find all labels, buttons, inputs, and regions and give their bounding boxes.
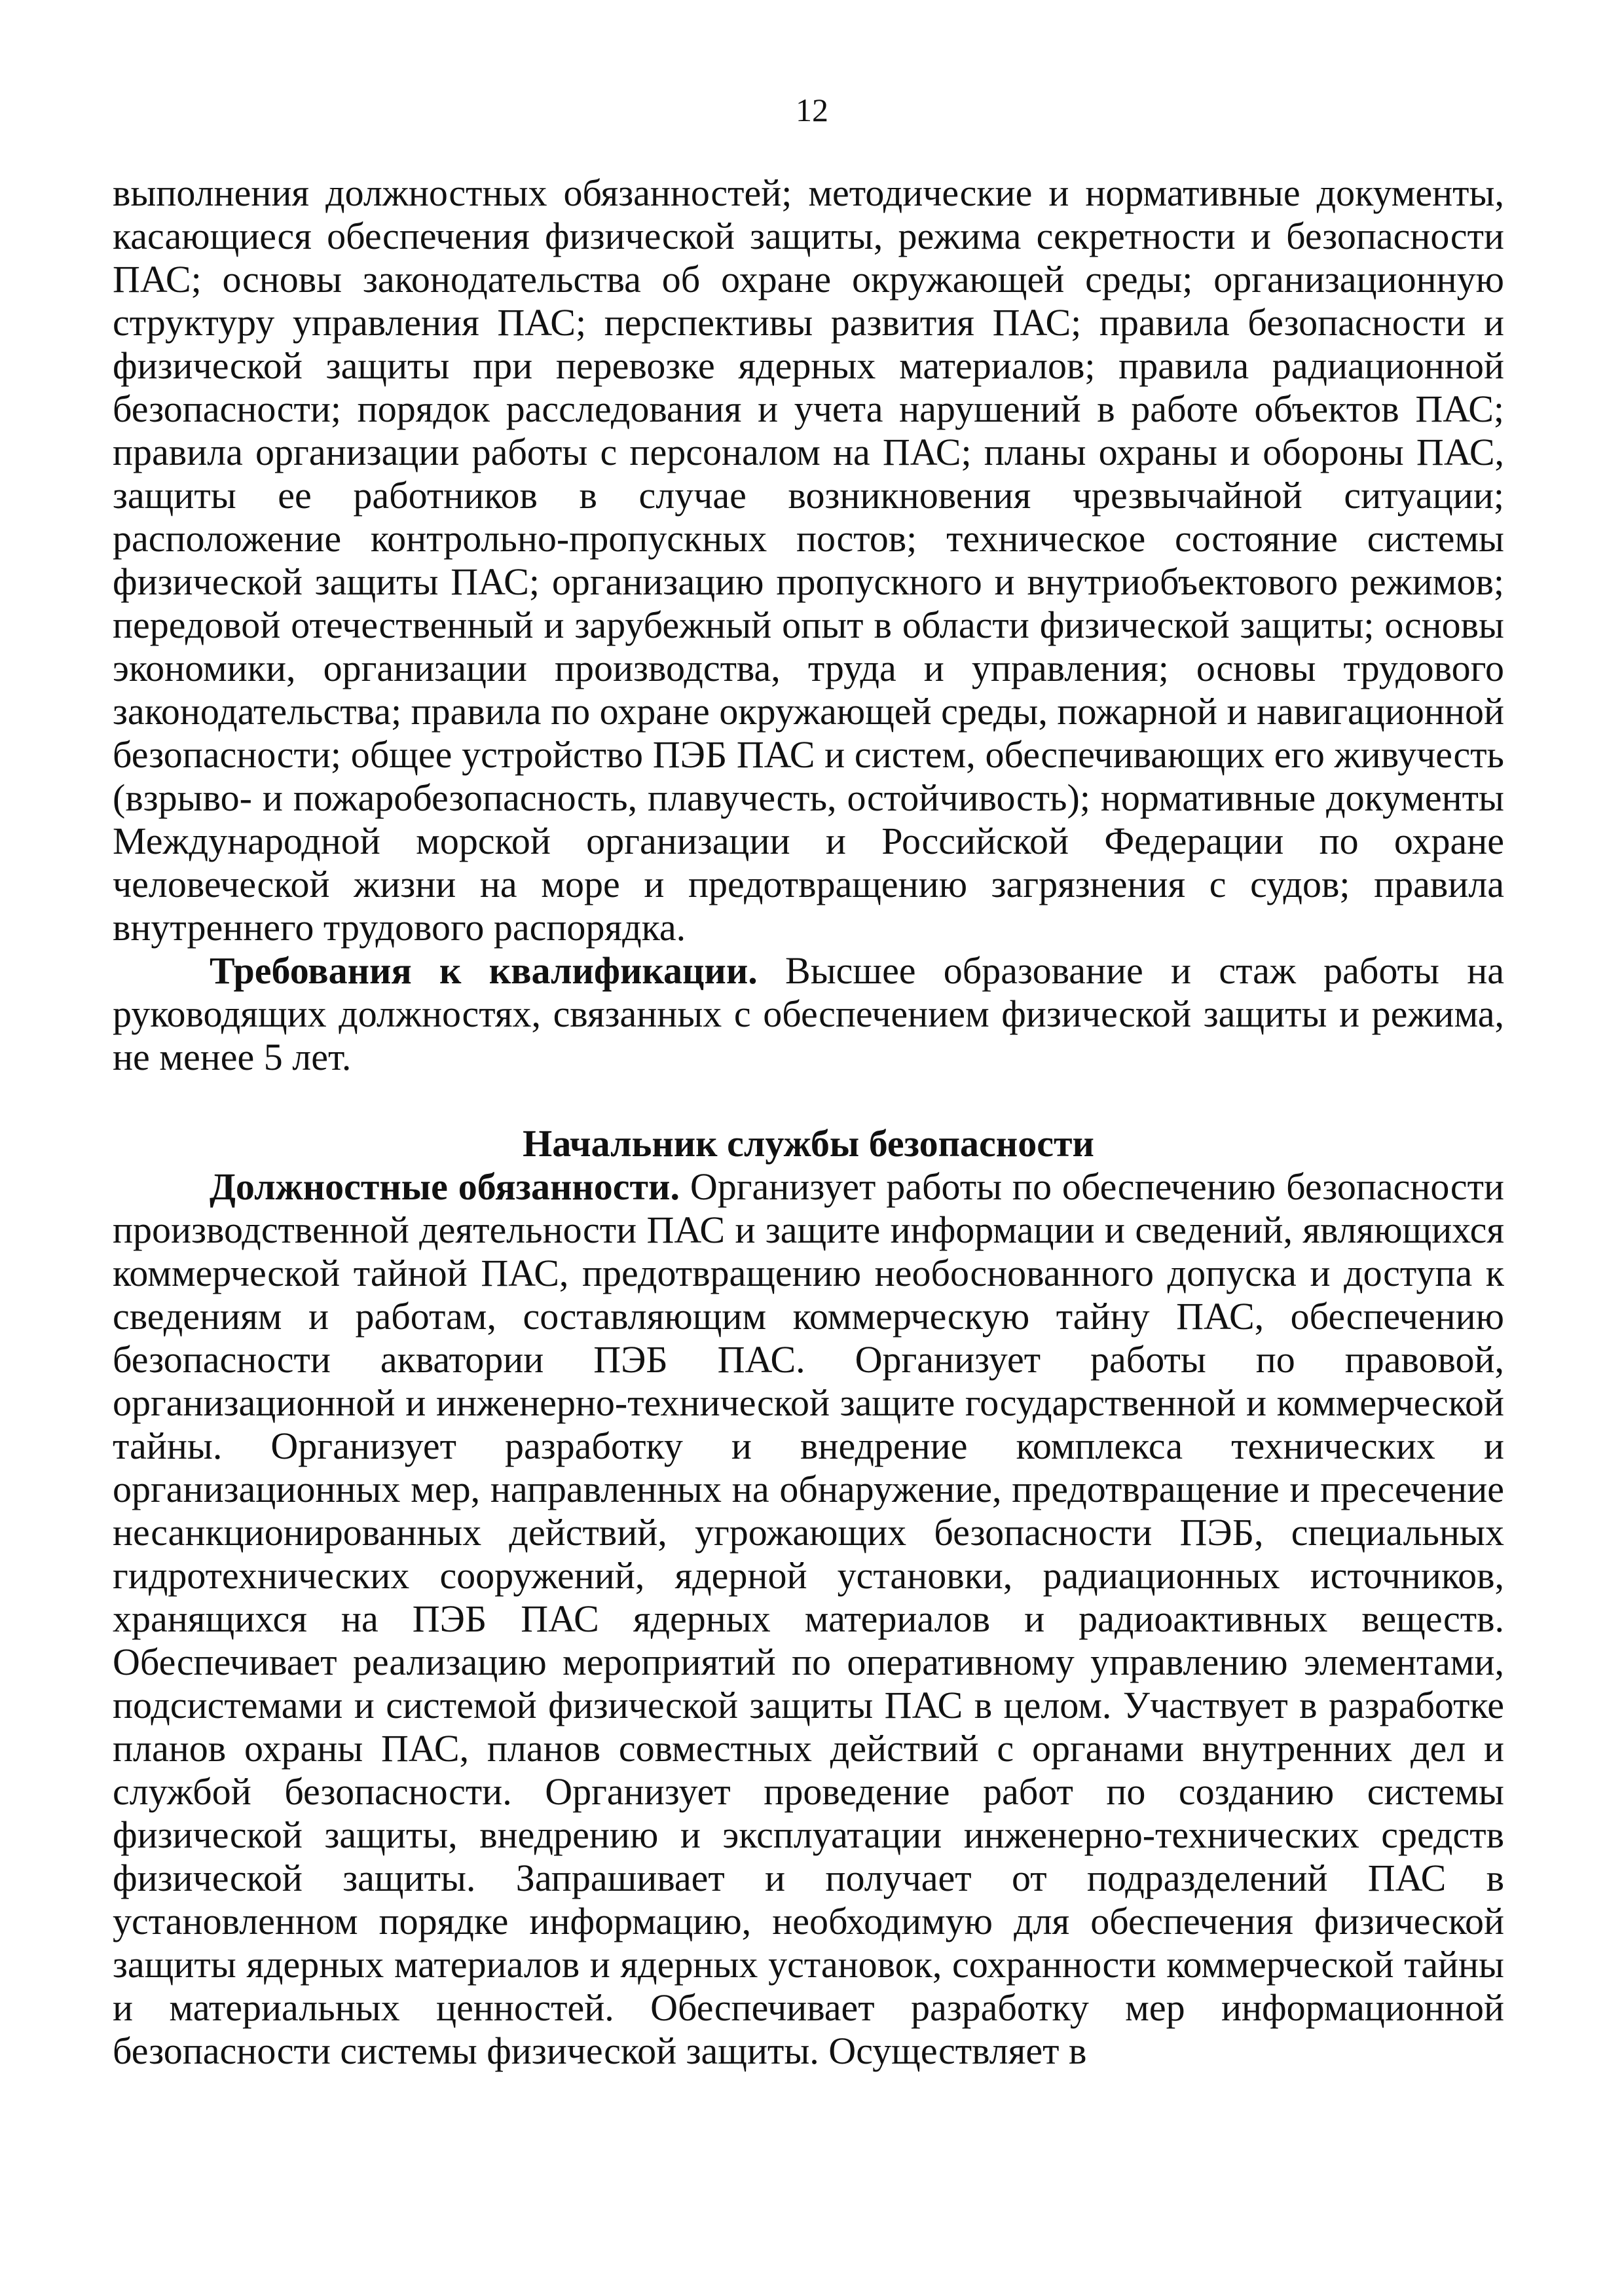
duties-paragraph xyxy=(113,1165,1504,2073)
qualification-paragraph xyxy=(113,949,1504,1079)
page-number: 12 xyxy=(796,92,828,128)
duties-text: Организует работы по обеспечению безопасности производственной деятельности ПАС и защите информации и сведений, являющихся коммерческой тайной ПАС, предотвращению необоснованного допуска и доступа к сведениям и работам, составляющим коммерческую тайну ПАС, обеспечению безопасности акватории ПЭБ ПАС. Организует работы по правовой, организационной и инженерно-технической защите государственной и коммерческой тайны. Организует разработку и внедрение комплекса технических и организационных мер, направленных на обнаружение, предотвращение и пресечение несанкционированных действий, угрожающих безопасности ПЭБ, специальных гидротехнических сооружений, ядерной установки, радиационных источников, хранящихся на ПЭБ ПАС ядерных материалов и радиоактивных веществ. Обеспечивает реализацию мероприятий по оперативному управлению элементами, подсистемами и системой физической защиты ПАС в целом. Участвует в разработке планов охраны ПАС, планов совместных действий с органами внутренних дел и службой безопасности. Организует проведение работ по созданию системы физической защиты, внедрению и эксплуатации инженерно-технических средств физической защиты. Запрашивает и получает от подразделений ПАС в установленном порядке информацию, необходимую для обеспечения физической защиты ядерных материалов и ядерных установок, сохранности коммерческой тайны и материальных ценностей. Обеспечивает разработку мер информационной безопасности системы физической защиты. Осуществляет в xyxy=(113,1165,1504,2072)
duties-label: Должностные обязанности. xyxy=(210,1165,680,1208)
qualification-label: Требования к квалификации. xyxy=(210,949,758,992)
knowledge-paragraph: выполнения должностных обязанностей; методические и нормативные документы, касающиеся обеспечения физической защиты, режима секретности и безопасности ПАС; основы законодательства об охране окружающей среды; организационную структуру управления ПАС; перспективы развития ПАС; правила безопасности и физической защиты при перевозке ядерных материалов; правила радиационной безопасности; порядок расследования и учета нарушений в работе объектов ПАС; правила организации работы с персоналом на ПАС; планы охраны и обороны ПАС, защиты ее работников в случае возникновения чрезвычайной ситуации; расположение контрольно-пропускных постов; техническое состояние системы физической защиты ПАС; организацию пропускного и внутриобъектового режимов; передовой отечественный и зарубежный опыт в области физической защиты; основы экономики, организации производства, труда и управления; основы трудового законодательства; правила по охране окружающей среды, пожарной и навигационной безопасности; общее устройство ПЭБ ПАС и систем, обеспечивающих его живучесть (взрыво- и пожаробезопасность, плавучесть, остойчивость); нормативные документы Международной морской организации и Российской Федерации по охране человеческой жизни на море и предотвращению загрязнения с судов; правила внутреннего трудового распорядка. xyxy=(113,172,1504,949)
qualification-text: Высшее образование и стаж работы на руководящих должностях, связанных с обеспечением физической защиты и режима, не менее 5 лет. xyxy=(113,949,1505,1078)
document-body xyxy=(113,172,1504,2073)
section-heading: Начальник службы безопасности xyxy=(523,1122,1094,1165)
